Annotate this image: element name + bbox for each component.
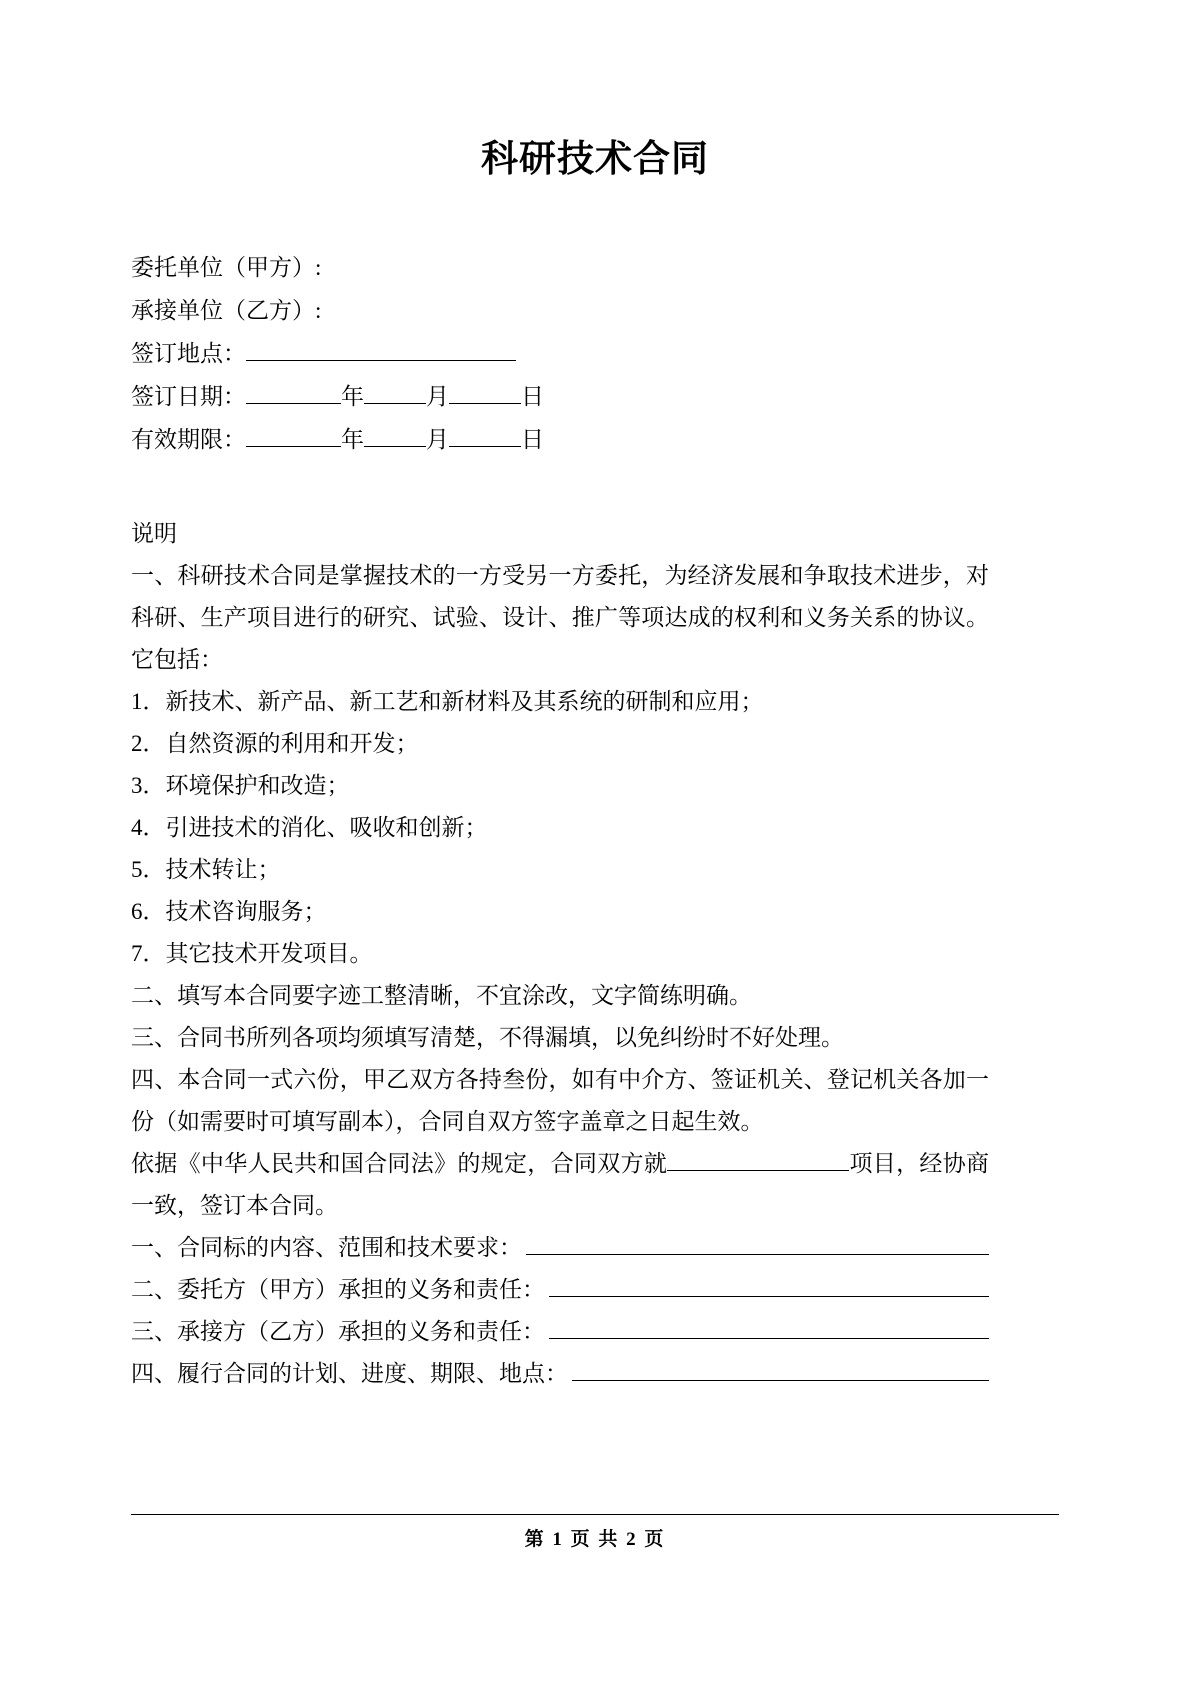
unit-month: 月 (426, 384, 449, 409)
list-item: 1．新技术、新产品、新工艺和新材料及其系统的研制和应用； (131, 689, 764, 714)
term-row-party-a-duties (131, 1269, 989, 1311)
term-label: 三、承接方（乙方）承担的义务和责任： (131, 1319, 545, 1344)
field-label: 承接单位（乙方）: (131, 298, 322, 323)
page-footer (131, 1514, 1059, 1551)
list-item: 2．自然资源的利用和开发； (131, 731, 419, 756)
validity-day-blank[interactable] (449, 427, 521, 447)
instructions-item-one: 一、科研技术合同是掌握技术的一方受另一方委托，为经济发展和争取技术进步，对科研、生产项目进行的研究、试验、设计、推广等项达成的权利和义务关系的协议。它包括： (131, 563, 989, 672)
term-blank[interactable] (526, 1236, 989, 1255)
unit-year: 年 (341, 427, 364, 452)
term-row-subject-matter (131, 1227, 989, 1269)
instructions-item-four: 四、本合同一式六份，甲乙双方各持叁份，如有中介方、签证机关、登记机关各加一份（如需要时可填写副本），合同自双方签字盖章之日起生效。 (131, 1067, 989, 1134)
term-row-party-b-duties (131, 1311, 989, 1353)
field-signing-date (131, 375, 989, 418)
unit-day: 日 (521, 427, 544, 452)
field-signing-place (131, 332, 989, 375)
field-label: 签订地点： (131, 341, 246, 366)
preamble-paragraph (131, 1143, 989, 1227)
unit-day: 日 (521, 384, 544, 409)
validity-year-blank[interactable] (246, 427, 341, 447)
field-label: 签订日期： (131, 384, 246, 409)
unit-year: 年 (341, 384, 364, 409)
signing-date-month-blank[interactable] (364, 384, 426, 404)
preamble-before-blank: 依据《中华人民共和国合同法》的规定，合同双方就 (131, 1151, 668, 1176)
field-label: 委托单位（甲方）: (131, 255, 322, 280)
term-label: 四、履行合同的计划、进度、期限、地点： (131, 1361, 568, 1386)
list-item: 7．其它技术开发项目。 (131, 941, 373, 966)
section-spacer (131, 461, 989, 513)
instructions-item-two: 二、填写本合同要字迹工整清晰，不宜涂改，文字简练明确。 (131, 983, 752, 1008)
field-entrusting-unit (131, 246, 989, 289)
term-row-schedule (131, 1353, 989, 1395)
term-blank[interactable] (572, 1362, 989, 1381)
term-label: 一、合同标的内容、范围和技术要求： (131, 1235, 522, 1260)
instructions-item-three: 三、合同书所列各项均须填写清楚，不得漏填，以免纠纷时不好处理。 (131, 1025, 844, 1050)
signing-date-year-blank[interactable] (246, 384, 341, 404)
preamble-after-blank: 项目，经协商一致，签订本合同。 (131, 1151, 990, 1218)
list-item: 5．技术转让； (131, 857, 281, 882)
field-label: 有效期限： (131, 427, 246, 452)
document-body (131, 246, 989, 1395)
page-number: 第 1 页 共 2 页 (524, 1529, 666, 1550)
instructions-heading: 说明 (131, 521, 177, 546)
project-name-blank[interactable] (667, 1151, 849, 1171)
term-blank[interactable] (549, 1278, 989, 1297)
page-title: 科研技术合同 (481, 139, 709, 180)
list-item: 4．引进技术的消化、吸收和创新； (131, 815, 488, 840)
field-undertaking-unit (131, 289, 989, 332)
footer-divider (131, 1514, 1059, 1515)
field-validity-period (131, 418, 989, 461)
unit-month: 月 (426, 427, 449, 452)
signing-place-blank[interactable] (246, 341, 516, 361)
validity-month-blank[interactable] (364, 427, 426, 447)
term-blank[interactable] (549, 1320, 989, 1339)
signing-date-day-blank[interactable] (449, 384, 521, 404)
term-label: 二、委托方（甲方）承担的义务和责任： (131, 1277, 545, 1302)
list-item: 6．技术咨询服务； (131, 899, 327, 924)
list-item: 3．环境保护和改造； (131, 773, 350, 798)
